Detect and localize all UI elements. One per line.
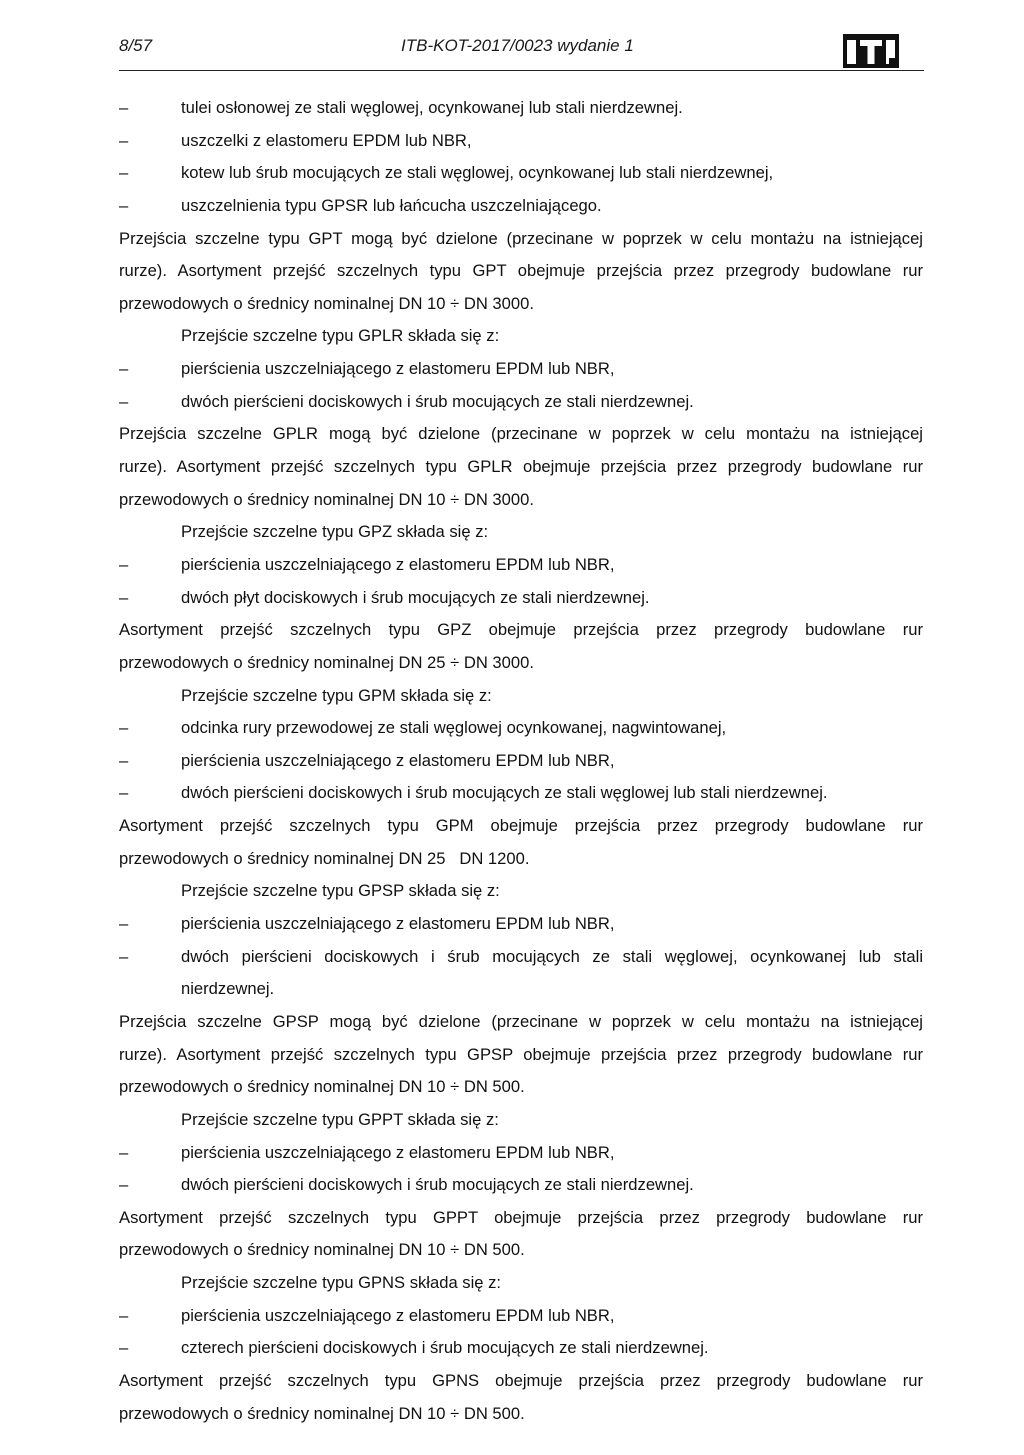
list-item	[119, 1169, 923, 1202]
list-item-text: pierścienia uszczelniającego z elastomeru EPDM lub NBR,	[181, 1142, 615, 1162]
paragraph-line: Przejścia szczelne GPSP mogą być dzielone (przecinane w poprzek w celu montażu na istniejącej	[119, 1011, 923, 1031]
list-item-text: pierścienia uszczelniającego z elastomeru EPDM lub NBR,	[181, 914, 615, 934]
page-header	[119, 34, 924, 74]
paragraph-line: Asortyment przejść szczelnych typu GPM obejmuje przejścia przez przegrody budowlane rur	[119, 816, 923, 836]
list-item	[119, 125, 923, 158]
document-id: ITB-KOT-2017/0023 wydanie 1	[401, 36, 634, 55]
list-item-text: dwóch pierścieni dociskowych i śrub mocujących ze stali nierdzewnej.	[181, 391, 694, 411]
paragraph-line: przewodowych o średnicy nominalnej DN 10 ÷ DN 3000.	[119, 293, 534, 313]
dash-bullet: –	[119, 718, 129, 738]
dash-bullet: –	[119, 1175, 129, 1195]
list-item	[119, 941, 923, 974]
list-item	[119, 1332, 923, 1365]
paragraph-line: przewodowych o średnicy nominalnej DN 10 ÷ DN 500.	[119, 1403, 525, 1423]
list-item-text: pierścienia uszczelniającego z elastomeru EPDM lub NBR,	[181, 359, 615, 379]
paragraph-line: przewodowych o średnicy nominalnej DN 10 ÷ DN 500.	[119, 1077, 525, 1097]
list-item	[119, 92, 923, 125]
dash-bullet: –	[119, 130, 129, 150]
paragraph-line: przewodowych o średnicy nominalnej DN 25 ÷ DN 3000.	[119, 652, 534, 672]
dash-bullet: –	[119, 1305, 129, 1325]
dash-bullet: –	[119, 359, 129, 379]
list-item	[119, 777, 923, 810]
dash-bullet: –	[119, 98, 129, 117]
section-intro: Przejście szczelne typu GPLR składa się z:	[181, 326, 500, 346]
paragraph-line: rurze). Asortyment przejść szczelnych typu GPSP obejmuje przejścia przez przegrody budowlane rur	[119, 1044, 923, 1064]
list-item	[119, 353, 923, 386]
list-item	[119, 157, 923, 190]
list-item-text: dwóch pierścieni dociskowych i śrub mocujących ze stali węglowej lub stali nierdzewnej.	[181, 783, 828, 803]
list-item	[119, 745, 923, 778]
paragraph-line: przewodowych o średnicy nominalnej DN 10 ÷ DN 500.	[119, 1240, 525, 1260]
list-item	[119, 582, 923, 615]
list-item-text: odcinka rury przewodowej ze stali węglowej ocynkowanej, nagwintowanej,	[181, 718, 727, 738]
paragraph-line: przewodowych o średnicy nominalnej DN 10 ÷ DN 3000.	[119, 489, 534, 509]
itb-logo-icon	[843, 34, 899, 68]
paragraph-line: przewodowych o średnicy nominalnej DN 25 DN 1200.	[119, 848, 530, 868]
dash-bullet: –	[119, 195, 129, 215]
section-intro: Przejście szczelne typu GPM składa się z:	[181, 685, 492, 705]
dash-bullet: –	[119, 163, 129, 183]
paragraph-line: Przejścia szczelne GPLR mogą być dzielone (przecinane w poprzek w celu montażu na istniejącej	[119, 424, 923, 444]
dash-bullet: –	[119, 750, 129, 770]
list-item-text: tulei osłonowej ze stali węglowej, ocynkowanej lub stali nierdzewnej.	[181, 98, 683, 117]
dash-bullet: –	[119, 587, 129, 607]
list-item-text: pierścienia uszczelniającego z elastomeru EPDM lub NBR,	[181, 1305, 615, 1325]
section-intro: Przejście szczelne typu GPNS składa się z:	[181, 1273, 502, 1293]
list-item	[119, 386, 923, 419]
list-item	[119, 190, 923, 223]
list-item	[119, 1137, 923, 1170]
dash-bullet: –	[119, 783, 129, 803]
header-rule	[119, 70, 924, 71]
list-item-text: uszczelki z elastomeru EPDM lub NBR,	[181, 130, 472, 150]
section-intro: Przejście szczelne typu GPZ składa się z:	[181, 522, 489, 542]
list-item-text: dwóch pierścieni dociskowych i śrub mocujących ze stali węglowej, ocynkowanej lub stali	[181, 946, 923, 966]
paragraph-line: Asortyment przejść szczelnych typu GPPT obejmuje przejścia przez przegrody budowlane rur	[119, 1207, 923, 1227]
dash-bullet: –	[119, 1338, 129, 1358]
paragraph-line: rurze). Asortyment przejść szczelnych typu GPT obejmuje przejścia przez przegrody budowlane rur	[119, 261, 923, 281]
paragraph-line: Asortyment przejść szczelnych typu GPZ obejmuje przejścia przez przegrody budowlane rur	[119, 620, 923, 640]
list-item-text: czterech pierścieni dociskowych i śrub mocujących ze stali nierdzewnej.	[181, 1338, 709, 1358]
list-item	[119, 1300, 923, 1333]
section-intro: Przejście szczelne typu GPSP składa się z:	[181, 881, 500, 901]
list-item-text: pierścienia uszczelniającego z elastomeru EPDM lub NBR,	[181, 750, 615, 770]
paragraph-line: Asortyment przejść szczelnych typu GPNS obejmuje przejścia przez przegrody budowlane rur	[119, 1370, 923, 1390]
list-item-text: kotew lub śrub mocujących ze stali węglowej, ocynkowanej lub stali nierdzewnej,	[181, 163, 774, 183]
list-item	[119, 549, 923, 582]
list-item-text: dwóch płyt dociskowych i śrub mocujących ze stali nierdzewnej.	[181, 587, 650, 607]
dash-bullet: –	[119, 391, 129, 411]
list-item-text: pierścienia uszczelniającego z elastomeru EPDM lub NBR,	[181, 554, 615, 574]
document-body	[119, 92, 923, 1430]
dash-bullet: –	[119, 946, 129, 966]
section-intro: Przejście szczelne typu GPPT składa się z:	[181, 1109, 499, 1129]
list-item-continuation: nierdzewnej.	[181, 979, 275, 999]
list-item-text: dwóch pierścieni dociskowych i śrub mocujących ze stali nierdzewnej.	[181, 1175, 694, 1195]
paragraph-line: rurze). Asortyment przejść szczelnych typu GPLR obejmuje przejścia przez przegrody budowlane rur	[119, 457, 923, 477]
dash-bullet: –	[119, 554, 129, 574]
list-item-text: uszczelnienia typu GPSR lub łańcucha uszczelniającego.	[181, 195, 602, 215]
dash-bullet: –	[119, 1142, 129, 1162]
list-item	[119, 908, 923, 941]
dash-bullet: –	[119, 914, 129, 934]
paragraph-line: Przejścia szczelne typu GPT mogą być dzielone (przecinane w poprzek w celu montażu na istniejącej	[119, 228, 923, 248]
list-item	[119, 712, 923, 745]
page-number: 8/57	[119, 36, 153, 55]
